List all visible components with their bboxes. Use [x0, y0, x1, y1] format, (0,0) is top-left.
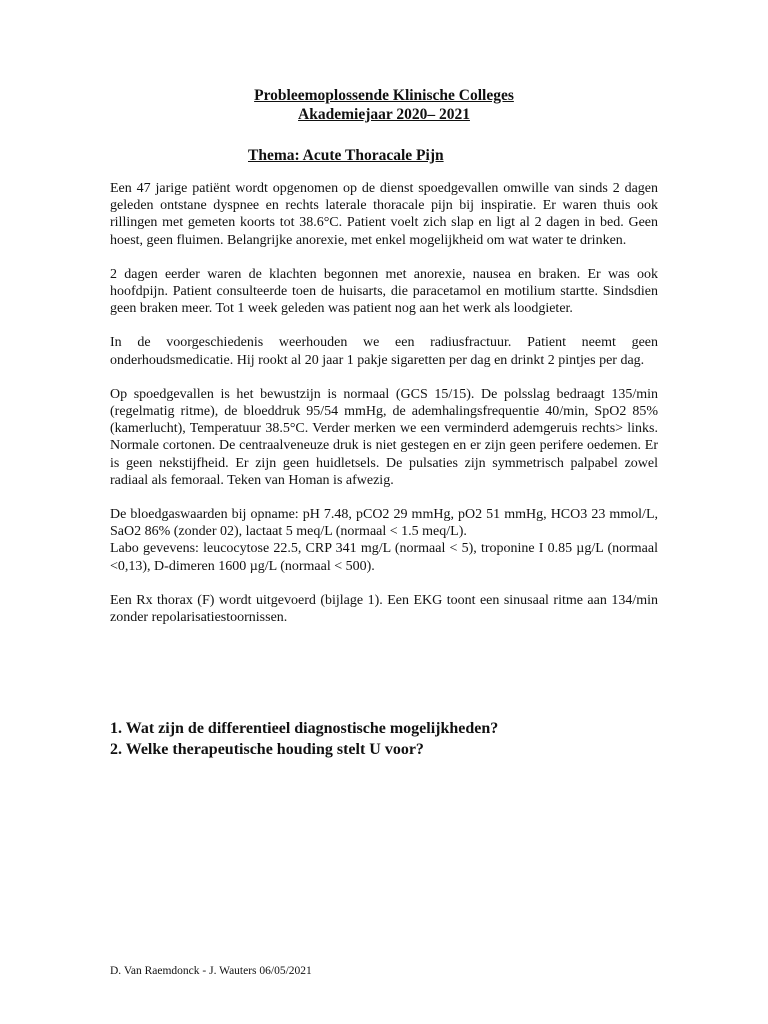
question-1: 1. Wat zijn de differentieel diagnostische mogelijkheden? [110, 720, 499, 737]
page-footer: D. Van Raemdonck - J. Wauters 06/05/2021 [110, 965, 312, 977]
paragraph-medical-history: In de voorgeschiedenis weerhouden we een radiusfractuur. Patient neemt geen onderhoudsmedicatie. Hij rookt al 20 jaar 1 pakje sigaretten per dag en drinkt 2 pintjes per dag. [110, 335, 658, 368]
paragraph-blood-gas: De bloedgaswaarden bij opname: pH 7.48, pCO2 29 mmHg, pO2 51 mmHg, HCO3 23 mmol/L, SaO2 86% (zonder 02), lactaat 5 meq/L (normaal < 1.5 meq/L). [110, 507, 658, 540]
theme-title: Thema: Acute Thoracale Pijn [248, 147, 444, 164]
case-description [110, 180, 658, 643]
course-title: Probleemoplossende Klinische Colleges [254, 87, 514, 104]
paragraph-history-complaints: 2 dagen eerder waren de klachten begonnen met anorexie, nausea en braken. Er was ook hoofdpijn. Patient consulteerde toen de huisarts, die paracetamol en motilium startte. Sindsdien geen braken meer. Tot 1 week geleden was patient nog aan het werk als loodgieter. [110, 266, 658, 317]
academic-year: Akademiejaar 2020– 2021 [298, 106, 470, 123]
question-2: 2. Welke therapeutische houding stelt U voor? [110, 741, 424, 758]
document-header [0, 86, 768, 124]
paragraph-clinical-exam: Op spoedgevallen is het bewustzijn is normaal (GCS 15/15). De polsslag bedraagt 135/min (regelmatig ritme), de bloeddruk 95/54 mmHg, de ademhalingsfrequentie 40/min, SpO2 85% (kamerlucht), Temperatuur 38.5°C. Verder merken we een verminderd ademgeruis rechts> links. Normale cortonen. De centraalveneuze druk is niet gestegen en er zijn geen perifere oedemen. Er is geen nekstijfheid. Er zijn geen huidletsels. De pulsaties zijn symmetrisch palpabel zowel radiaal als femoraal. Teken van Homan is afwezig. [110, 386, 658, 488]
paragraph-imaging-ecg: Een Rx thorax (F) wordt uitgevoerd (bijlage 1). Een EKG toont een sinusaal ritme aan 134/min zonder repolarisatiestoornissen. [110, 592, 658, 626]
questions-section [110, 718, 670, 760]
paragraph-presentation: Een 47 jarige patiënt wordt opgenomen op de dienst spoedgevallen omwille van sinds 2 dagen geleden ontstane dyspnee en rechts laterale thoracale pijn bij inspiratie. Er waren thuis ook rillingen met gemeten koorts tot 38.6°C. Patient voelt zich slap en ligt al 2 dagen in bed. Geen hoest, geen fluimen. Belangrijke anorexie, met enkel mogelijkheid om wat water te drinken. [110, 181, 658, 248]
paragraph-lab-values: Labo gevevens: leucocytose 22.5, CRP 341 mg/L (normaal < 5), troponine I 0.85 µg/L (normaal <0,13), D-dimeren 1600 µg/L (normaal < 500). [110, 541, 658, 574]
